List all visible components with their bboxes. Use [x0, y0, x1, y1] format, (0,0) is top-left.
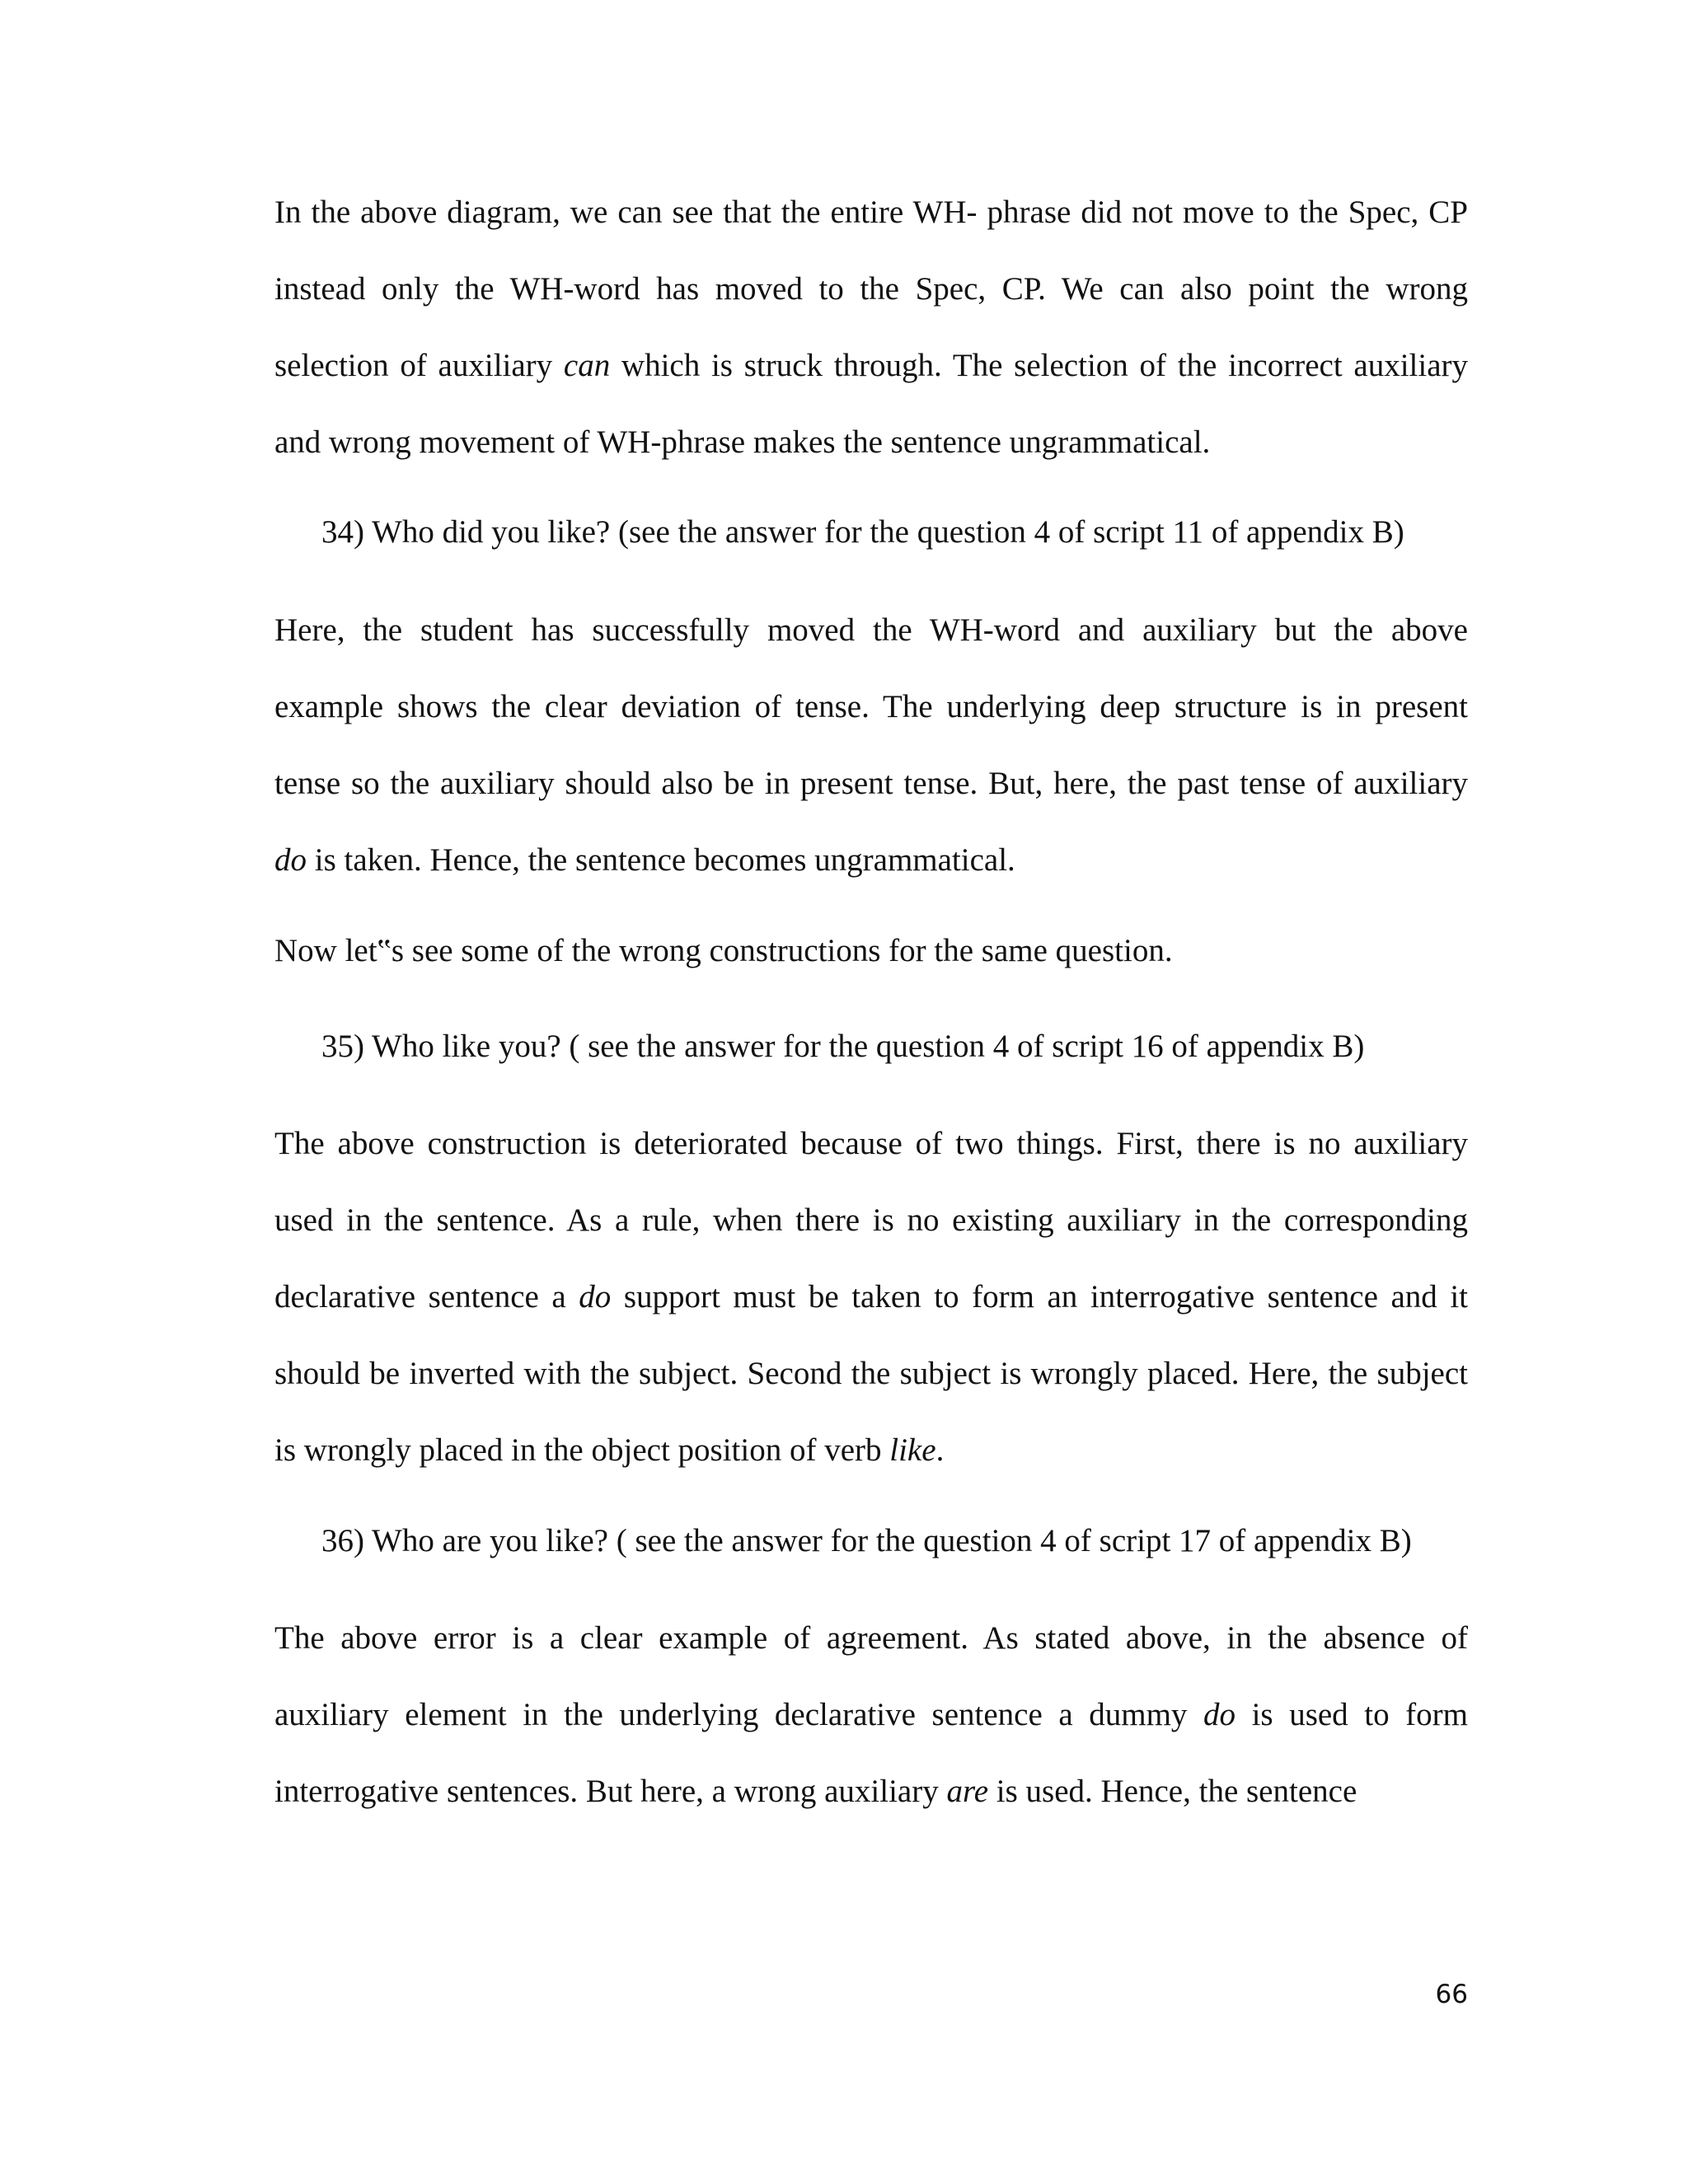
- paragraph-1-line-2: instead only the WH-word has moved to the Spec, CP. We can also point the wrong: [274, 271, 1468, 307]
- paragraph-1-line-1: In the above diagram, we can see that the entire WH- phrase did not move to the Spec, CP: [274, 194, 1468, 230]
- italic-term: like: [889, 1432, 936, 1468]
- italic-term: do: [579, 1279, 612, 1315]
- text-segment: is used. Hence, the sentence: [988, 1774, 1357, 1809]
- paragraph-2-line-4: [274, 841, 1468, 880]
- paragraph-2-line-2: example shows the clear deviation of tense. The underlying deep structure is in present: [274, 689, 1468, 724]
- example-34: 34) Who did you like? (see the answer for the question 4 of script 11 of appendix B): [321, 514, 1404, 550]
- text-segment: support must be taken to form an interrogative sentence and it: [611, 1279, 1468, 1315]
- text-segment: .: [935, 1432, 945, 1468]
- text-segment: is taken. Hence, the sentence becomes ungrammatical.: [307, 842, 1015, 878]
- page-number: 66: [1435, 1980, 1468, 2009]
- paragraph-4-line-3: [274, 1277, 1468, 1317]
- paragraph-2-line-1: Here, the student has successfully moved the WH-word and auxiliary but the above: [274, 612, 1468, 648]
- paragraph-4-line-4: should be inverted with the subject. Second the subject is wrongly placed. Here, the subject: [274, 1356, 1468, 1391]
- text-segment: auxiliary element in the underlying declarative sentence a dummy: [274, 1697, 1204, 1732]
- example-35: 35) Who like you? ( see the answer for the question 4 of script 16 of appendix B): [321, 1029, 1365, 1064]
- paragraph-1-line-3: [274, 346, 1468, 386]
- paragraph-2-line-3: tense so the auxiliary should also be in present tense. But, here, the past tense of auxiliary: [274, 766, 1468, 801]
- italic-term: are: [946, 1774, 989, 1809]
- text-segment: is wrongly placed in the object position of verb: [274, 1432, 890, 1468]
- paragraph-4-line-2: used in the sentence. As a rule, when there is no existing auxiliary in the corresponding: [274, 1202, 1468, 1238]
- paragraph-5-line-3: [274, 1772, 1468, 1811]
- text-segment: declarative sentence a: [274, 1279, 579, 1315]
- paragraph-4-line-5: [274, 1431, 1468, 1470]
- italic-term: can: [563, 348, 611, 383]
- italic-term: do: [274, 842, 307, 878]
- text-segment: selection of auxiliary: [274, 348, 564, 383]
- example-36: 36) Who are you like? ( see the answer for the question 4 of script 17 of appendix B): [321, 1523, 1412, 1558]
- italic-term: do: [1203, 1697, 1236, 1732]
- paragraph-4-line-1: The above construction is deteriorated because of two things. First, there is no auxiliary: [274, 1126, 1468, 1161]
- text-segment: is used to form: [1236, 1697, 1468, 1732]
- text-segment: which is struck through. The selection of the incorrect auxiliary: [610, 348, 1468, 383]
- paragraph-1-line-4: and wrong movement of WH-phrase makes the sentence ungrammatical.: [274, 424, 1211, 460]
- text-segment: interrogative sentences. But here, a wrong auxiliary: [274, 1774, 947, 1809]
- paragraph-5-line-1: The above error is a clear example of agreement. As stated above, in the absence of: [274, 1620, 1468, 1656]
- paragraph-5-line-2: [274, 1695, 1468, 1735]
- paragraph-3: Now let‟s see some of the wrong constructions for the same question.: [274, 933, 1173, 968]
